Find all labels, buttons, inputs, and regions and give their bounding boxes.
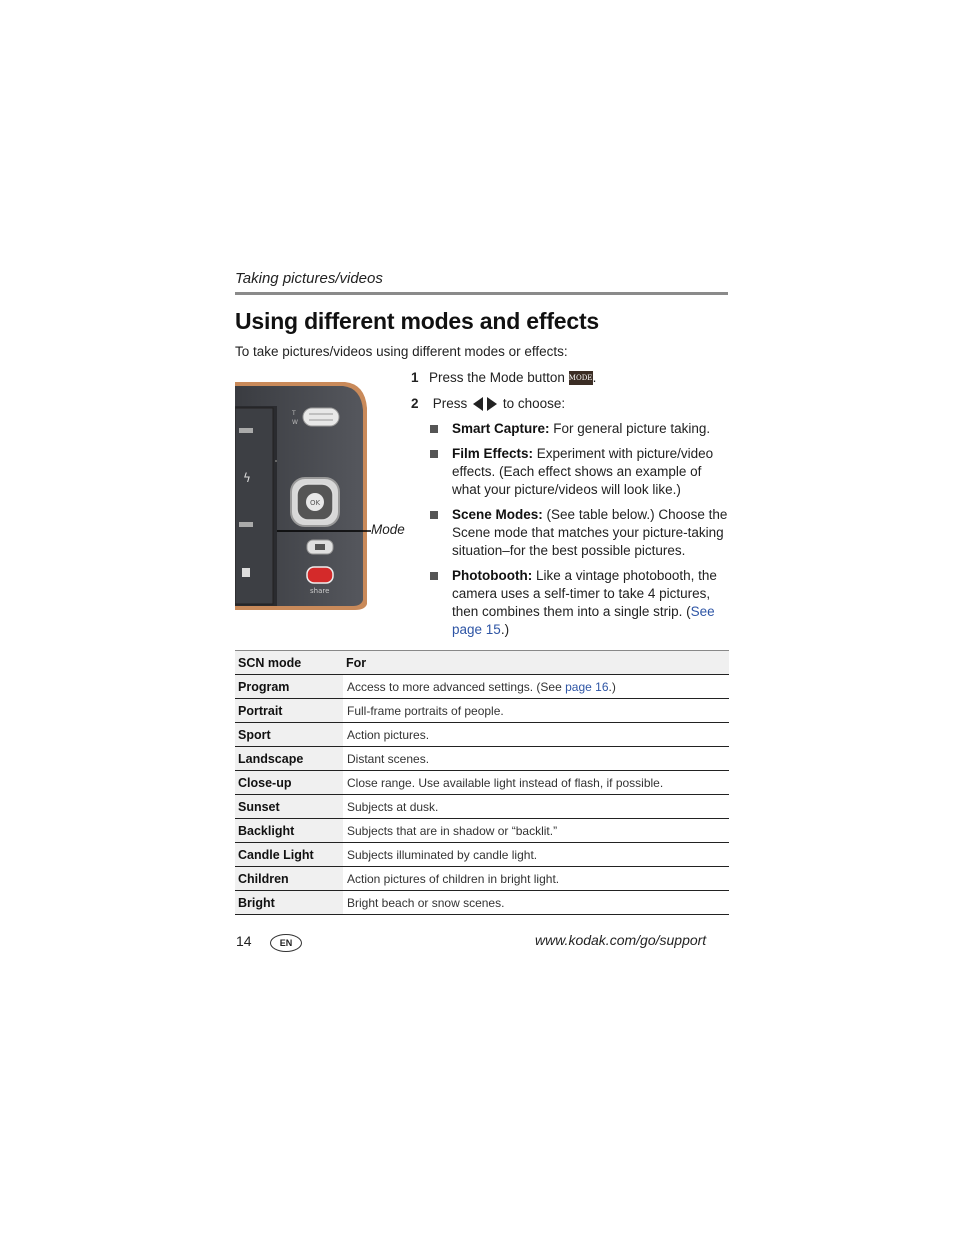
- table-row: Program Access to more advanced settings. (See page 16.): [235, 675, 729, 699]
- playback-button: [307, 540, 333, 554]
- options-list: [430, 420, 730, 646]
- step-2: 2 Press to choose:: [411, 396, 566, 411]
- table-row: Close-up Close range. Use available light instead of flash, if possible.: [235, 771, 729, 795]
- svg-text:W: W: [292, 419, 298, 426]
- list-item: Scene Modes: (See table below.) Choose the Scene mode that matches your picture-taking situation–for the best possible pictures.: [430, 506, 730, 560]
- see-page-16-link[interactable]: page 16: [565, 679, 609, 694]
- svg-text:T: T: [292, 410, 296, 417]
- list-item: Film Effects: Experiment with picture/video effects. (Each effect shows an example of what your picture/videos will look like.): [430, 445, 730, 499]
- ok-dpad: [291, 478, 339, 526]
- step-number: 2: [411, 396, 419, 411]
- left-right-arrows-icon: [473, 397, 497, 411]
- bullet-square-icon: [430, 450, 438, 458]
- table-row: Portrait Full-frame portraits of people.: [235, 699, 729, 723]
- list-item: Photobooth: Like a vintage photobooth, the camera uses a self-timer to take 4 pictures, then combines them into a single strip. (See page 15.): [430, 567, 730, 639]
- table-row: Landscape Distant scenes.: [235, 747, 729, 771]
- column-header-for: For: [343, 651, 729, 675]
- column-header-scn-mode: SCN mode: [235, 651, 343, 675]
- header-rule: [235, 292, 728, 295]
- svg-text:ϟ: ϟ: [243, 471, 251, 485]
- camera-back-illustration: [235, 378, 375, 614]
- step-number: 1: [411, 370, 419, 385]
- page-title: Using different modes and effects: [235, 308, 600, 334]
- svg-text:share: share: [310, 587, 330, 595]
- table-row: Bright Bright beach or snow scenes.: [235, 891, 729, 915]
- list-item: Smart Capture: For general picture taking.: [430, 420, 730, 438]
- share-button: [307, 567, 333, 595]
- table-row: Candle Light Subjects illuminated by candle light.: [235, 843, 729, 867]
- bullet-square-icon: [430, 425, 438, 433]
- mode-button-icon: MODE: [569, 371, 593, 385]
- table-row: Sport Action pictures.: [235, 723, 729, 747]
- bullet-square-icon: [430, 572, 438, 580]
- support-url[interactable]: www.kodak.com/go/support: [535, 932, 707, 948]
- page-number: 14: [236, 933, 252, 949]
- step-1: 1 Press the Mode button MODE.: [411, 370, 597, 385]
- mode-callout-label: Mode: [371, 522, 405, 537]
- table-row: Children Action pictures of children in bright light.: [235, 867, 729, 891]
- svg-text:OK: OK: [310, 499, 321, 507]
- scn-mode-table: [235, 650, 729, 915]
- see-page-15-link[interactable]: See page 15: [452, 604, 715, 637]
- language-badge: EN: [270, 934, 302, 952]
- bullet-square-icon: [430, 511, 438, 519]
- section-title: Taking pictures/videos: [235, 270, 383, 287]
- intro-text: To take pictures/videos using different modes or effects:: [235, 344, 568, 359]
- table-header-row: [235, 651, 729, 675]
- table-row: Sunset Subjects at dusk.: [235, 795, 729, 819]
- table-row: Backlight Subjects that are in shadow or “backlit.”: [235, 819, 729, 843]
